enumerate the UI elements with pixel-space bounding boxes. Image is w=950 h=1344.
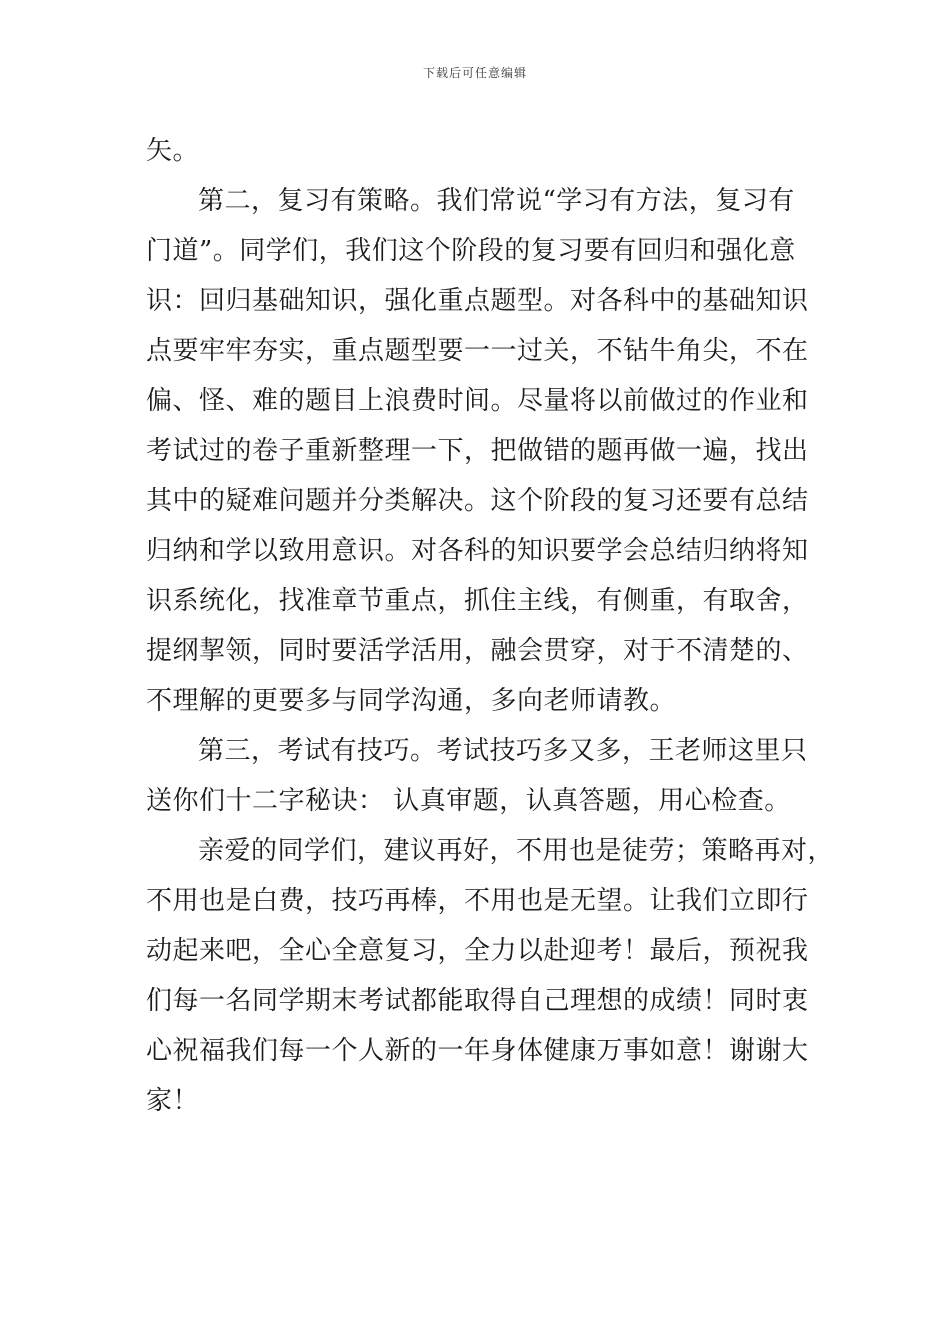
text-line: 送你们十二字秘诀： 认真审题，认真答题，用心检查。	[146, 786, 791, 816]
text-line: 识系统化，找准章节重点，抓住主线，有侧重，有取舍，	[146, 586, 809, 616]
text-line: 不用也是白费，技巧再棒，不用也是无望。让我们立即行	[146, 886, 809, 916]
text-line: 家！	[146, 1086, 200, 1116]
text-line: 不理解的更要多与同学沟通，多向老师请教。	[146, 686, 677, 716]
text-line: 门道”。同学们，我们这个阶段的复习要有回归和强化意	[146, 236, 796, 266]
text-line: 归纳和学以致用意识。对各科的知识要学会总结归纳将知	[146, 536, 809, 566]
text-line: 识：回归基础知识，强化重点题型。对各科中的基础知识	[146, 286, 809, 316]
page-header: 下载后可任意编辑	[422, 66, 527, 80]
text-line: 考试过的卷子重新整理一下，把做错的题再做一遍，找出	[146, 436, 809, 466]
text-line: 动起来吧，全心全意复习，全力以赴迎考！最后，预祝我	[146, 936, 809, 966]
document-body	[146, 126, 835, 1126]
paragraph-start-line: 亲爱的同学们，建议再好，不用也是徒劳；策略再对，	[198, 836, 835, 866]
paragraph-start-line: 第三，考试有技巧。考试技巧多又多，王老师这里只	[198, 736, 808, 766]
text-line: 心祝福我们每一个人新的一年身体健康万事如意！谢谢大	[146, 1036, 809, 1066]
text-line: 偏、怪、难的题目上浪费时间。尽量将以前做过的作业和	[146, 386, 809, 416]
text-line: 们每一名同学期末考试都能取得自己理想的成绩！同时衷	[146, 986, 809, 1016]
text-line: 其中的疑难问题并分类解决。这个阶段的复习还要有总结	[146, 486, 809, 516]
text-line: 点要牢牢夯实，重点题型要一一过关，不钻牛角尖，不在	[146, 336, 809, 366]
paragraph-start-line: 第二，复习有策略。我们常说“学习有方法，复习有	[198, 186, 795, 216]
text-line: 矢。	[146, 136, 200, 166]
text-line: 提纲挈领，同时要活学活用，融会贯穿，对于不清楚的、	[146, 636, 809, 666]
